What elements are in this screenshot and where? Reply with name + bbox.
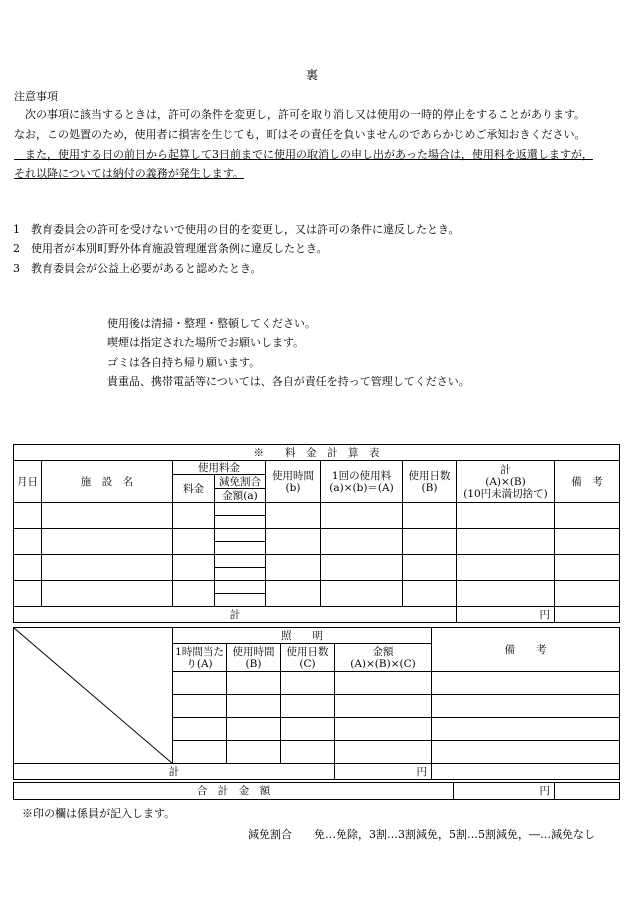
- grand-total-remarks[interactable]: [555, 783, 620, 800]
- rule-2: 喫煙は指定された場所でお願いします。: [107, 336, 305, 349]
- header-usage-fee: 使用料金: [173, 461, 266, 475]
- days-cell[interactable]: [281, 672, 335, 695]
- date-cell[interactable]: [14, 529, 42, 555]
- fee-cell[interactable]: [173, 529, 215, 555]
- remarks-cell[interactable]: [555, 555, 620, 581]
- days-cell[interactable]: [281, 741, 335, 764]
- grand-total-table: [13, 782, 620, 800]
- days-cell[interactable]: [403, 503, 457, 529]
- fee-cell[interactable]: [173, 555, 215, 581]
- remarks-cell[interactable]: [555, 581, 620, 607]
- reduction-rate-legend: 減免割合 免…免除，3割…3割減免，5割…5割減免，―…減免なし: [248, 828, 595, 841]
- total-cell[interactable]: [457, 581, 555, 607]
- per-use-cell[interactable]: [321, 529, 403, 555]
- amount-cell[interactable]: [215, 594, 266, 607]
- lighting-header-remarks: 備 考: [432, 628, 620, 672]
- per-hour-cell[interactable]: [173, 741, 227, 764]
- lighting-header-per-hour: 1時間当た り(A): [173, 644, 227, 672]
- rule-4: 貴重品、携帯電話等については、各自が責任を持って管理してください。: [107, 375, 470, 388]
- header-amount-a: 金額(a): [215, 489, 266, 503]
- total-cell[interactable]: [457, 555, 555, 581]
- header-days: 使用日数 (B): [403, 461, 457, 503]
- remarks-cell[interactable]: [432, 741, 620, 764]
- amount-cell[interactable]: [335, 718, 432, 741]
- notice-paragraph-1: 次の事項に該当するときは，許可の条件を変更し，許可を取り消し又は使用の一時的停止をすることがあります。: [14, 108, 586, 121]
- notice-paragraph-2: なお，この処置のため，使用者に損害を生じても，町はその責任を負いませんのであらかじめご承知おきください。: [14, 128, 586, 141]
- header-facility: 施 設 名: [42, 461, 173, 503]
- header-date: 月日: [14, 461, 42, 503]
- header-hours: 使用時間 (b): [266, 461, 321, 503]
- hours-cell[interactable]: [227, 718, 281, 741]
- notice-title: 注意事項: [14, 90, 58, 103]
- footnote: ※印の欄は係員が記入します。: [22, 807, 176, 820]
- lighting-table: [13, 627, 620, 780]
- notice-paragraph-3a: また，使用する日の前日から起算して3日前までに使用の取消しの申し出があった場合は，使用料を返還しますが，: [14, 148, 593, 161]
- grand-total-label: 合 計 金 額: [14, 783, 454, 800]
- table-row: [14, 503, 620, 516]
- fee-cell[interactable]: [173, 503, 215, 529]
- lighting-header-amount: 金額 (A)×(B)×(C): [335, 644, 432, 672]
- reduction-rate-cell[interactable]: [215, 555, 266, 568]
- hours-cell[interactable]: [266, 555, 321, 581]
- header-per-use: 1回の使用料 (a)×(b)＝(A): [321, 461, 403, 503]
- table-row: [14, 555, 620, 568]
- header-total: 計 (A)×(B) (10円未満切捨て): [457, 461, 555, 503]
- hours-cell[interactable]: [227, 672, 281, 695]
- hours-cell[interactable]: [266, 581, 321, 607]
- fee-subtotal-remarks[interactable]: [555, 607, 620, 623]
- remarks-cell[interactable]: [432, 672, 620, 695]
- remarks-cell[interactable]: [432, 718, 620, 741]
- days-cell[interactable]: [403, 581, 457, 607]
- fee-calculation-table: [13, 444, 620, 623]
- days-cell[interactable]: [281, 718, 335, 741]
- amount-cell[interactable]: [335, 695, 432, 718]
- condition-item-1: 1 教育委員会の許可を受けないで使用の目的を変更し，又は許可の条件に違反したとき。: [13, 223, 460, 236]
- fee-table-title: ※ 料 金 計 算 表: [14, 445, 620, 461]
- hours-cell[interactable]: [266, 529, 321, 555]
- amount-cell[interactable]: [215, 516, 266, 529]
- table-row: [14, 581, 620, 594]
- reduction-rate-cell[interactable]: [215, 503, 266, 516]
- remarks-cell[interactable]: [555, 529, 620, 555]
- condition-item-2: 2 使用者が本別町野外体育施設管理運営条例に違反したとき。: [13, 242, 328, 255]
- reduction-rate-cell[interactable]: [215, 581, 266, 594]
- total-cell[interactable]: [457, 529, 555, 555]
- header-fee: 料金: [173, 475, 215, 503]
- per-hour-cell[interactable]: [173, 718, 227, 741]
- header-remarks: 備 考: [555, 461, 620, 503]
- facility-cell[interactable]: [42, 555, 173, 581]
- facility-cell[interactable]: [42, 581, 173, 607]
- days-cell[interactable]: [281, 695, 335, 718]
- lighting-subtotal-value[interactable]: 円: [335, 764, 432, 780]
- days-cell[interactable]: [403, 529, 457, 555]
- lighting-subtotal-label: 計: [14, 764, 335, 780]
- notice-paragraph-3b: それ以降については納付の義務が発生します。: [14, 167, 244, 180]
- amount-cell[interactable]: [215, 568, 266, 581]
- header-reduction-rate: 減免割合: [215, 475, 266, 489]
- facility-cell[interactable]: [42, 503, 173, 529]
- fee-subtotal-value[interactable]: 円: [457, 607, 555, 623]
- rule-1: 使用後は清掃・整理・整頓してください。: [107, 317, 316, 330]
- hours-cell[interactable]: [227, 741, 281, 764]
- per-use-cell[interactable]: [321, 581, 403, 607]
- total-cell[interactable]: [457, 503, 555, 529]
- amount-cell[interactable]: [335, 741, 432, 764]
- fee-subtotal-label: 計: [14, 607, 457, 623]
- per-use-cell[interactable]: [321, 555, 403, 581]
- lighting-header-days: 使用日数 (C): [281, 644, 335, 672]
- hours-cell[interactable]: [266, 503, 321, 529]
- date-cell[interactable]: [14, 555, 42, 581]
- lighting-title: 照 明: [173, 628, 432, 644]
- amount-cell[interactable]: [215, 542, 266, 555]
- reduction-rate-cell[interactable]: [215, 529, 266, 542]
- rule-3: ゴミは各自持ち帰り願います。: [107, 356, 261, 369]
- facility-cell[interactable]: [42, 529, 173, 555]
- fee-cell[interactable]: [173, 581, 215, 607]
- table-row: [14, 529, 620, 542]
- remarks-cell[interactable]: [555, 503, 620, 529]
- lighting-subtotal-remarks[interactable]: [432, 764, 620, 780]
- date-cell[interactable]: [14, 503, 42, 529]
- remarks-cell[interactable]: [432, 695, 620, 718]
- per-hour-cell[interactable]: [173, 695, 227, 718]
- diagonal-cell: [14, 628, 173, 764]
- per-hour-cell[interactable]: [173, 672, 227, 695]
- lighting-header-hours: 使用時間 (B): [227, 644, 281, 672]
- grand-total-value[interactable]: 円: [454, 783, 555, 800]
- condition-item-3: 3 教育委員会が公益上必要があると認めたとき。: [13, 262, 262, 275]
- days-cell[interactable]: [403, 555, 457, 581]
- hours-cell[interactable]: [227, 695, 281, 718]
- date-cell[interactable]: [14, 581, 42, 607]
- diagonal-line: [14, 628, 173, 764]
- amount-cell[interactable]: [335, 672, 432, 695]
- page-heading: 裏: [306, 68, 319, 82]
- per-use-cell[interactable]: [321, 503, 403, 529]
